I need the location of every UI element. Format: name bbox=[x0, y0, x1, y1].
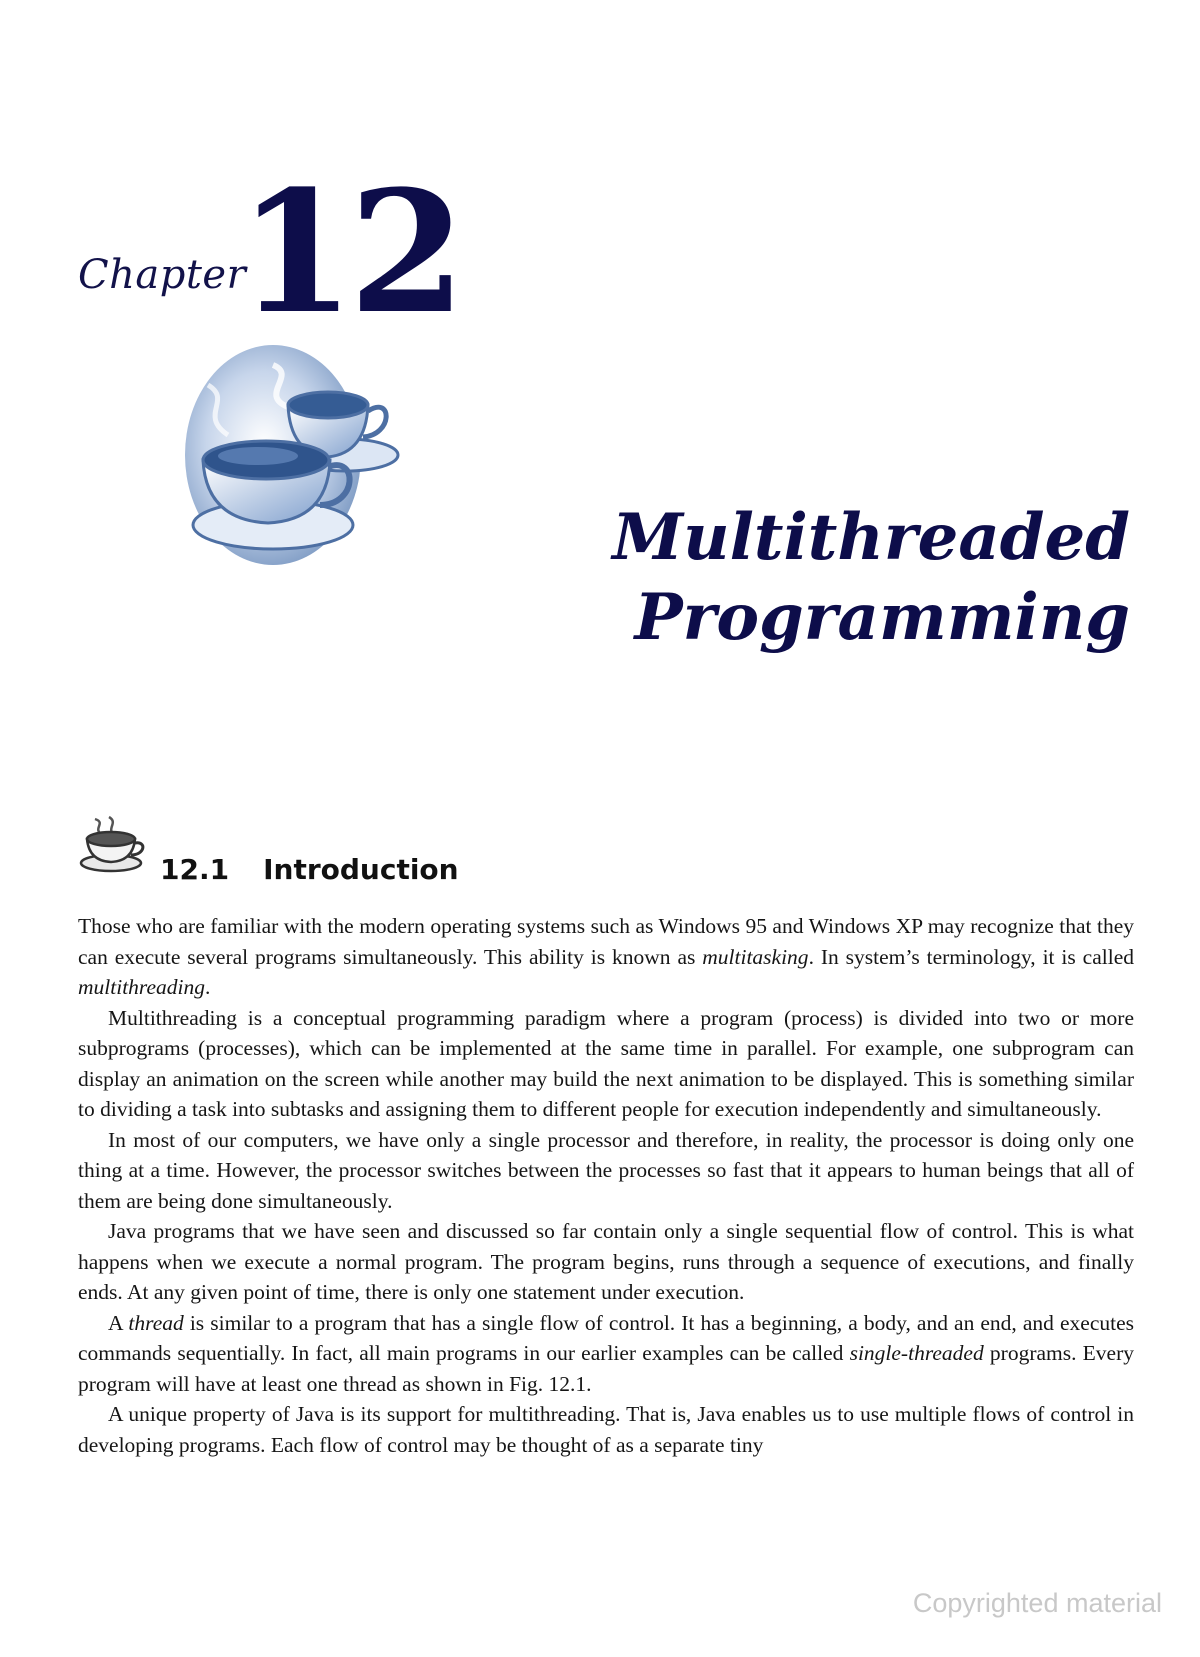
chapter-title-line-1: Multithreaded bbox=[612, 500, 1130, 575]
chapter-number: 12 bbox=[238, 153, 460, 351]
italic-term: multitasking bbox=[702, 944, 809, 969]
text-run: A bbox=[108, 1310, 129, 1335]
chapter-label: Chapter bbox=[78, 252, 247, 298]
chapter-title bbox=[612, 498, 1130, 658]
text-run: . bbox=[205, 975, 211, 999]
coffee-cup-icon bbox=[77, 815, 147, 875]
section-heading bbox=[160, 853, 459, 886]
section-title: Introduction bbox=[263, 853, 459, 886]
text-run: programs. Every program will have at least one thread as shown in Fig. 12.1. bbox=[78, 1341, 1134, 1396]
paragraph-5 bbox=[78, 1308, 1134, 1400]
chapter-title-line-2: Programming bbox=[634, 580, 1130, 655]
paragraph-2: Multithreading is a conceptual programming paradigm where a program (process) is divided into two or more subprograms (processes), which can be implemented at the same time in parallel. For example, one subprogram can display an animation on the screen while another may build the next animation to be displayed. This is something similar to dividing a task into subtasks and assigning them to different people for execution independently and simultaneously. bbox=[78, 1005, 1134, 1121]
body-text bbox=[78, 911, 1134, 1460]
italic-term: single-threaded bbox=[849, 1341, 984, 1365]
paragraph-6: A unique property of Java is its support for multithreading. That is, Java enables us to use multiple flows of control in developing programs. Each flow of control may be thought of as a separate tiny bbox=[78, 1402, 1134, 1457]
coffee-cups-illustration bbox=[178, 345, 408, 575]
text-run: . In system’s terminology, it is called bbox=[808, 944, 1134, 969]
text-run: is similar to a program that has a single flow of control. It has a beginning, a body, and an end, and executes commands sequentially. In fact, all main programs in our earlier examples can be called bbox=[78, 1310, 1135, 1365]
paragraph-4: Java programs that we have seen and discussed so far contain only a single sequential flow of control. This is what happens when we execute a normal program. The program begins, runs through a sequence of executions, and finally ends. At any given point of time, there is only one statement under execution. bbox=[78, 1219, 1134, 1304]
italic-term: multithreading bbox=[78, 975, 206, 999]
section-number: 12.1 bbox=[160, 853, 230, 886]
copyright-watermark: Copyrighted material bbox=[912, 1588, 1162, 1618]
paragraph-3: In most of our computers, we have only a single processor and therefore, in reality, the processor is doing only one thing at a time. However, the processor switches between the processes so fast that it appears to human beings that all of them are being done simultaneously. bbox=[78, 1127, 1134, 1213]
paragraph-1 bbox=[78, 911, 1134, 1003]
text-run: Those who are familiar with the modern operating systems such as Windows 95 and Windows XP may recognize that they can execute several programs simultaneously. This ability is known as bbox=[78, 914, 1134, 969]
italic-term: thread bbox=[128, 1310, 184, 1335]
